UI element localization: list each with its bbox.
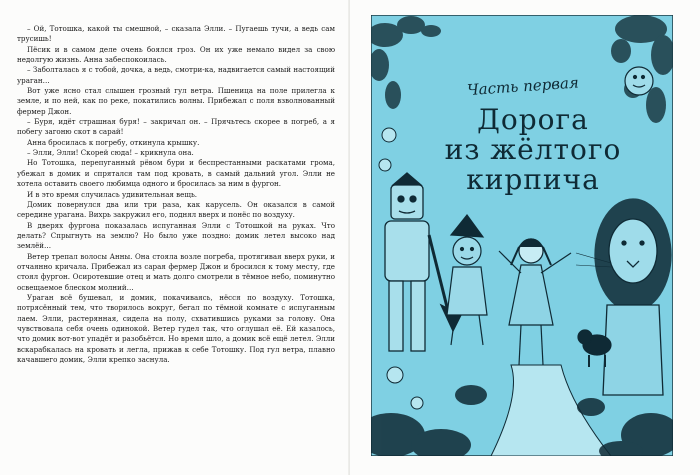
- chapter-title: [433, 105, 633, 195]
- paragraph: – Заболталась я с тобой, дочка, а ведь, смотри-ка, надвигается самый настоящий ураган…: [17, 65, 335, 85]
- paragraph: В дверях фургона показалась испуганная Элли с Тотошкой на руках. Что делать? Спрыгнуть на землю? Но было уже поздно: домик летел высоко над землёй…: [17, 220, 335, 251]
- chapter-title-line: из жёлтого: [444, 133, 622, 166]
- story-text: [17, 24, 335, 365]
- chapter-title-line: Дорога: [477, 103, 589, 136]
- paragraph: Ураган всё бушевал, и домик, покачиваясь, нёсся по воздуху. Тотошка, потрясённый тем, что творилось вокруг, бегал по тёмной комнате с испуганным лаем. Элли, растерянная, сидела на полу, схватившись руками за голову. Она чувствовала себя очень одинокой. Ветер гудел так, что оглушал её. Ей казалось, что домик вот-вот упадёт и разобьётся. Но время шло, а домик всё ещё летел. Элли вскарабкалась на кровать и легла, прижав к себе Тотошку. Под гул ветра, плавно качавшего домик, Элли крепко заснула.: [17, 292, 335, 364]
- chapter-title-line: кирпича: [466, 163, 600, 196]
- paragraph: – Ой, Тотошка, какой ты смешной, – сказала Элли. – Пугаешь тучи, а ведь сам трусишь!: [17, 24, 335, 44]
- paragraph: Вот уже ясно стал слышен грозный гул ветра. Пшеница на поле прилегла к земле, и по ней, как по реке, покатились волны. Прибежал с поля взволнованный фермер Джон.: [17, 86, 335, 116]
- paragraph: Пёсик и в самом деле очень боялся гроз. Он их уже немало видел за свою недолгую жизнь. Анна забеспокоилась.: [17, 44, 335, 65]
- paragraph: Анна бросилась к погребу, откинула крышку.: [27, 137, 200, 147]
- sunflower: [625, 67, 653, 95]
- paragraph: – Элли, Элли! Скорей сюда! – крикнула она.: [27, 148, 194, 158]
- paragraph: И в это время случилась удивительная вещь.: [27, 189, 198, 199]
- paragraph: Домик повернулся два или три раза, как карусель. Он оказался в самой середине урагана. Вихрь закружил его, поднял вверх и понёс по воздуху.: [17, 199, 335, 220]
- paragraph: Ветер трепал волосы Анны. Она стояла возле погреба, протягивая вверх руки, и отчаянно кричала. Прибежал из сарая фермер Джон и бросился к тому месту, где стоял фургон. Осиротевшие отец и мать долго смотрели в тёмное небо, поминутно освещаемое блеском молний…: [17, 251, 335, 292]
- part-title: Часть первая: [466, 73, 580, 100]
- paragraph: – Буря, идёт страшная буря! – закричал он. – Прячьтесь скорее в погреб, а я побегу загоню скот в сарай!: [17, 117, 335, 137]
- paragraph: Но Тотошка, перепуганный рёвом бури и беспрестанными раскатами грома, убежал в домик и спрятался там под кровать, в самый дальний угол. Элли не хотела оставить своего любимца одного и бросилась за ним в фургон.: [17, 158, 335, 189]
